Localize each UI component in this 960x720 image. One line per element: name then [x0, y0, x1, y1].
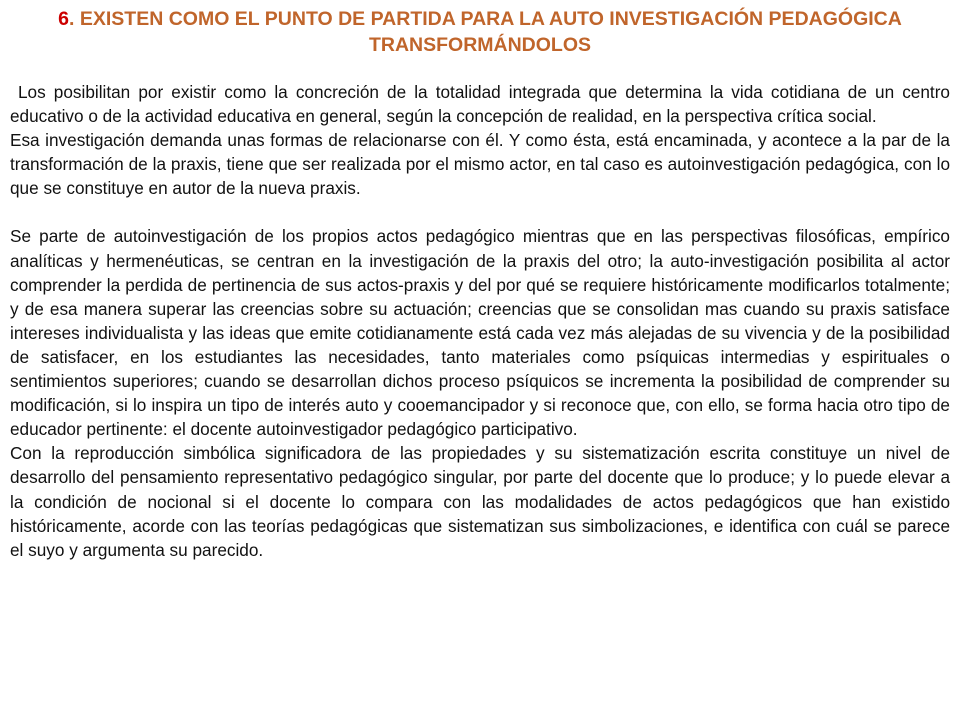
paragraph-2: Esa investigación demanda unas formas de relacionarse con él. Y como ésta, está encaminada, y acontece a la par de la transformación de la praxis, tiene que ser realizada por el mismo actor, en tal caso es autoinvestigación pedagógica, con lo que se constituye en autor de la nueva praxis. [10, 130, 950, 199]
slide-title [10, 6, 950, 58]
section-number: 6 [58, 8, 70, 30]
section-title-text: . EXISTEN COMO EL PUNTO DE PARTIDA PARA LA AUTO INVESTIGACIÓN PEDAGÓGICA TRANSFORMÁNDOLOS [69, 8, 902, 56]
paragraph-4: Con la reproducción simbólica significadora de las propiedades y su sistematización escrita constituye un nivel de desarrollo del pensamiento representativo pedagógico singular, por parte del docente que lo produce; y lo puede elevar a la condición de nocional si el docente lo compara con las modalidades de actos pedagógicos que han existido históricamente, acorde con las teorías pedagógicas que sistematizan sus simbolizaciones, e identifica con cuál se parece el suyo y argumenta su parecido. [10, 443, 950, 560]
paragraph-3: Se parte de autoinvestigación de los propios actos pedagógico mientras que en las perspectivas filosóficas, empírico analíticas y hermenéuticas, se centran en la investigación de la praxis del otro; la auto-investigación posibilita al actor comprender la perdida de pertinencia de sus actos-praxis y del por qué se requiere históricamente modificarlos totalmente; y de esa manera superar las creencias sobre su actuación; creencias que se consolidan mas cuando su praxis satisface intereses individualista y las ideas que emite cotidianamente está cada vez más alejadas de su vivencia y de la posibilidad de satisfacer, en los estudiantes las necesidades, tanto materiales como psíquicas intermedias y espirituales o sentimientos superiores; cuando se desarrollan dichos proceso psíquicos se incrementa la posibilidad de comprender su modificación, si lo inspira un tipo de interés auto y cooemancipador y si reconoce que, con ello, se forma hacia otro tipo de educador pertinente: el docente autoinvestigador pedagógico participativo. [10, 226, 950, 440]
paragraph-spacer [10, 200, 950, 224]
paragraph-1: Los posibilitan por existir como la concreción de la totalidad integrada que determina la vida cotidiana de un centro educativo o de la actividad educativa en general, según la concepción de realidad, en la perspectiva crítica social. [10, 82, 950, 127]
